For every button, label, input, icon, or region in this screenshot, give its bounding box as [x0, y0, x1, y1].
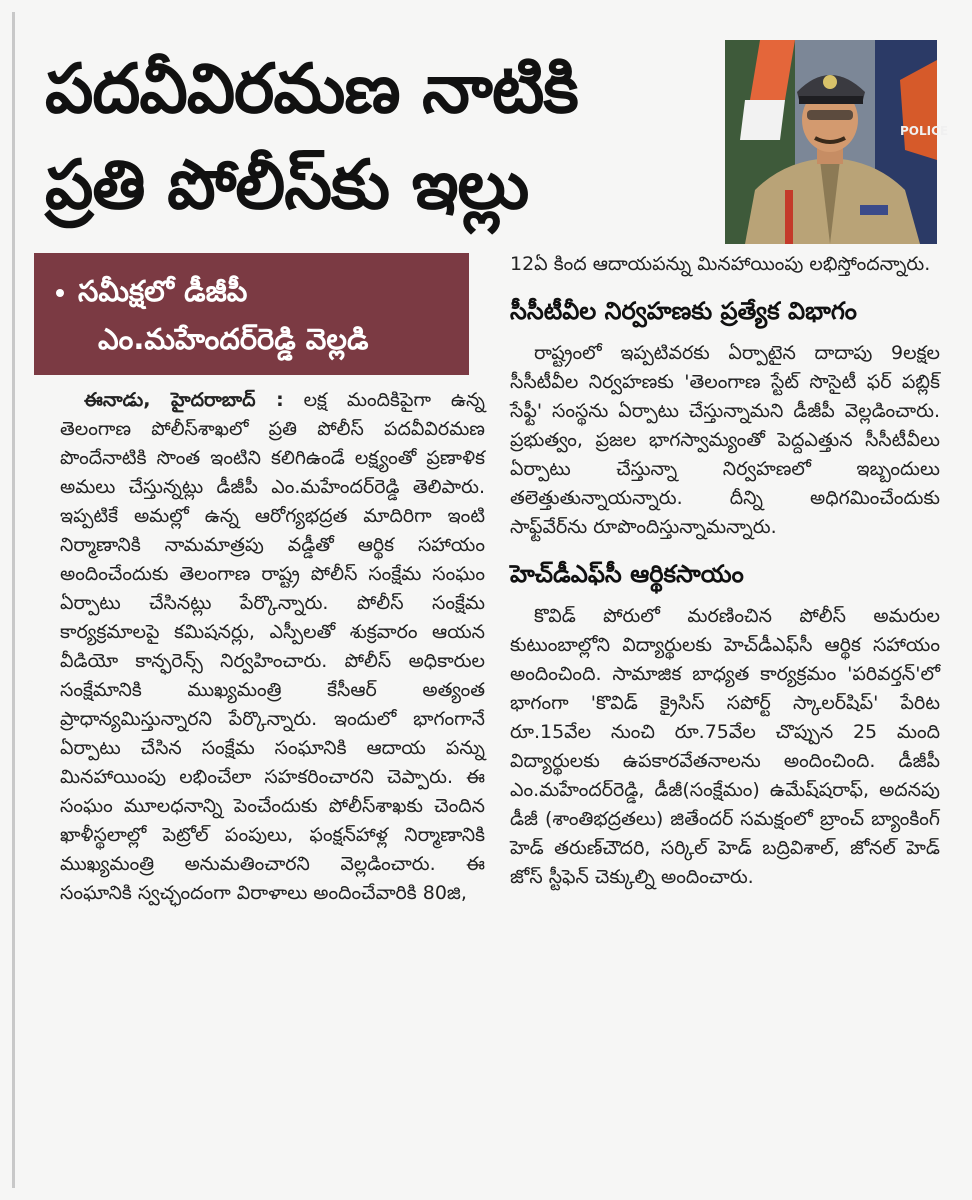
- right-paragraph-cctv: రాష్ట్రంలో ఇప్పటివరకు ఏర్పాటైన దాదాపు 9లక్షల సీసీటీవీల నిర్వహణకు 'తెలంగాణ స్టేట్ సొసైటీ ఫర్ పబ్లిక్ సేఫ్టీ' సంస్థను ఏర్పాటు చేస్తున్నామని డీజీపీ వెల్లడించారు. ప్రభుత్వం, ప్రజల భాగస్వామ్యంతో పెద్దఎత్తున సీసీటీవీలు ఏర్పాటు చేస్తున్నా నిర్వహణలో ఇబ్బందులు తలెత్తుతున్నాయన్నారు. దీన్ని అధిగమించేందుకు సాఫ్ట్‌వేర్‌ను రూపొందిస్తున్నామన్నారు.: [510, 342, 940, 538]
- subheading-box: [34, 253, 469, 375]
- left-paragraph-text: లక్ష మందికిపైగా ఉన్న తెలంగాణ పోలీస్‌శాఖలో ప్రతి పోలీస్ పదవీవిరమణ పొందేనాటికి సొంత ఇంటిని కలిగిఉండే లక్ష్యంతో ప్రణాళిక అమలు చేస్తున్నట్లు డీజీపీ ఎం.మహేందర్‌రెడ్డి తెలిపారు. ఇప్పటికే అమల్లో ఉన్న ఆరోగ్యభద్రత మాదిరిగా ఇంటి నిర్మాణానికి నామమాత్రపు వడ్డీతో ఆర్థిక సహాయం అందించేందుకు తెలంగాణ రాష్ట్ర పోలీస్ సంక్షేమ సంఘం ఏర్పాటు చేసినట్లు పేర్కొన్నారు. పోలీస్ సంక్షేమ కార్యక్రమాలపై కమిషనర్లు, ఎస్పీలతో శుక్రవారం ఆయన వీడియో కాన్ఫరెన్స్ నిర్వహించారు. పోలీస్ అధికారుల సంక్షేమానికి ముఖ్యమంత్రి కేసీఆర్ అత్యంత ప్రాధాన్యమిస్తున్నారని పేర్కొన్నారు. ఇందులో భాగంగానే ఏర్పాటు చేసిన సంక్షేమ సంఘానికి ఆదాయ పన్ను మినహాయింపు లభించేలా సహకరించారని చెప్పారు. ఈ సంఘం మూలధనాన్ని పెంచేందుకు పోలీస్‌శాఖకు చెందిన ఖాళీస్థలాల్లో పెట్రోల్ పంపులు, ఫంక్షన్‌హాళ్ల నిర్మాణానికి ముఖ్యమంత్రి అనుమతించారని వెల్లడించారు. ఈ సంఘానికి స్వచ్ఛందంగా విరాళాలు అందించేవారికి 80జి,: [60, 389, 485, 904]
- subheading-text-1: సమీక్షలో డీజీపీ: [78, 274, 248, 308]
- officer-portrait-image: [725, 40, 949, 244]
- left-column: [60, 386, 485, 908]
- section-heading-cctv: సీసీటీవీల నిర్వహణకు ప్రత్యేక విభాగం: [510, 297, 857, 325]
- bullet-icon: [56, 289, 64, 297]
- right-paragraph-hdfc: కొవిడ్ పోరులో మరణించిన పోలీస్ అమరుల కుటుంబాల్లోని విద్యార్థులకు హెచ్‌డీఎఫ్‌సీ ఆర్థిక సహాయం అందించింది. సామాజిక బాధ్యత కార్యక్రమం 'పరివర్తన్'లో భాగంగా 'కొవిడ్ క్రైసిస్ సపోర్ట్ స్కాలర్‌షిప్' పేరిట రూ.15వేల నుంచి రూ.75వేల చొప్పున 25 మంది విద్యార్థులకు ఉపకారవేతనాలను అందించింది. డీజీపీ ఎం.మహేందర్‌రెడ్డి, డీజీ(సంక్షేమం) ఉమేష్‌షరాఫ్, అదనపు డీజీ (శాంతిభద్రతలు) జితేందర్ సమక్షంలో బ్రాంచ్ బ్యాంకింగ్ హెడ్ తరుణ్‌చౌదరి, సర్కిల్ హెడ్ బద్రివిశాల్, జోనల్ హెడ్ జోస్ స్టీఫెన్ చెక్కుల్ని అందించారు.: [510, 605, 940, 888]
- police-patch-text: POLICE: [900, 124, 949, 138]
- dgp-photo: [725, 40, 949, 244]
- page-border: [12, 12, 15, 1188]
- right-column: [510, 250, 940, 892]
- dateline: ఈనాడు, హైదరాబాద్ :: [84, 389, 284, 411]
- subheading-line-2: ఎం.మహేందర్‌రెడ్డి వెల్లడి: [98, 322, 369, 356]
- subheading-line-1: [56, 267, 459, 315]
- headline-line-1: పదవీవిరమణ నాటికి: [45, 50, 578, 129]
- headline: [45, 42, 705, 234]
- section-heading-hdfc: హెచ్‌డీఎఫ్‌సీ ఆర్థికసాయం: [510, 560, 744, 588]
- headline-line-2: ప్రతి పోలీస్‌కు ఇల్లు: [45, 146, 529, 225]
- left-paragraph: [60, 386, 485, 908]
- right-paragraph-continued: 12ఏ కింద ఆదాయపన్ను మినహాయింపు లభిస్తోందన్నారు.: [510, 253, 931, 275]
